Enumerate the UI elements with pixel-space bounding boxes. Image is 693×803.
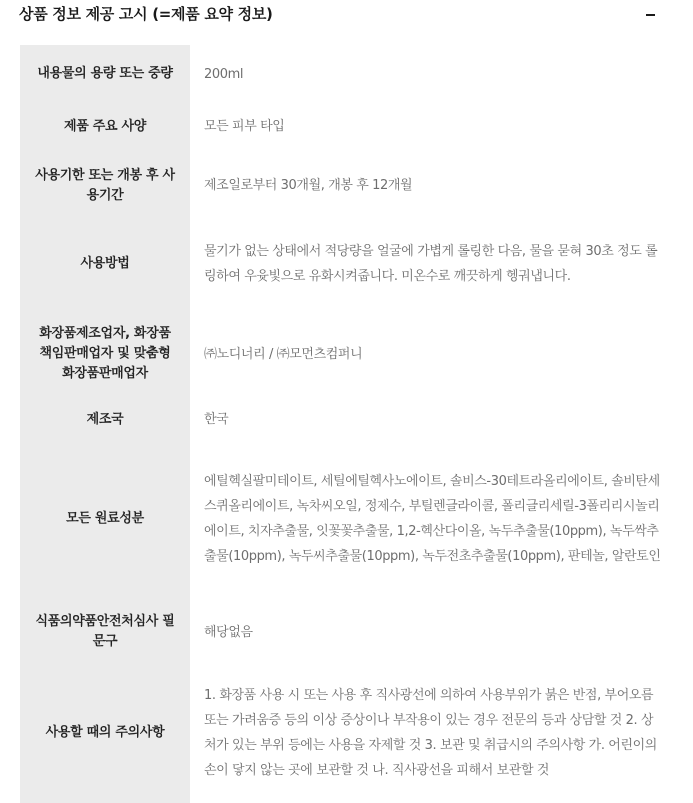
row-value: 에틸헥실팔미테이트, 세틸에틸헥사노에이트, 솔비스-30테트라올리에이트, 솔비탄세스퀴올리에이트, 녹차씨오일, 정제수, 부틸렌글라이콜, 폴리글리세릴-3폴리리시놀리에이트, 치자추출물, 잇꽃꽃추출물, 1,2-헥산다이올, 녹두추출물(10ppm), 녹두싹추출물(10ppm), 녹두씨추출물(10ppm), 녹두전초추출물(10ppm), 판테놀, 알란토인 bbox=[190, 437, 672, 601]
minus-icon[interactable] bbox=[643, 8, 659, 22]
row-label: 사용할 때의 주의사항 bbox=[20, 663, 190, 803]
row-value: 200ml bbox=[190, 45, 672, 103]
row-label: 제품 주요 사양 bbox=[20, 103, 190, 150]
row-label: 화장품제조업자, 화장품책임판매업자 및 맞춤형 화장품판매업자 bbox=[20, 306, 190, 402]
row-value: 모든 피부 타입 bbox=[190, 103, 672, 150]
table-row bbox=[20, 150, 672, 221]
row-value: ㈜노디너리 / ㈜모먼츠컴퍼니 bbox=[190, 306, 672, 402]
product-info-table bbox=[20, 45, 672, 803]
table-row bbox=[20, 221, 672, 306]
table-row bbox=[20, 103, 672, 150]
table-row bbox=[20, 306, 672, 402]
row-value: 제조일로부터 30개월, 개봉 후 12개월 bbox=[190, 150, 672, 221]
row-value: 한국 bbox=[190, 402, 672, 437]
row-label: 식품의약품안전처심사 필 문구 bbox=[20, 601, 190, 663]
table-row bbox=[20, 437, 672, 601]
row-value: 해당없음 bbox=[190, 601, 672, 663]
section-header[interactable] bbox=[0, 0, 693, 29]
row-value: 1. 화장품 사용 시 또는 사용 후 직사광선에 의하여 사용부위가 붉은 반점, 부어오름 또는 가려움증 등의 이상 증상이나 부작용이 있는 경우 전문의 등과 상담할 것 2. 상처가 있는 부위 등에는 사용을 자제할 것 3. 보관 및 취급시의 주의사항 가. 어린이의 손이 닿지 않는 곳에 보관할 것 나. 직사광선을 피해서 보관할 것 bbox=[190, 663, 672, 803]
table-row bbox=[20, 45, 672, 103]
table-row bbox=[20, 663, 672, 803]
table-row bbox=[20, 402, 672, 437]
table-row bbox=[20, 601, 672, 663]
section-title: 상품 정보 제공 고시 (=제품 요약 정보) bbox=[19, 5, 273, 23]
row-value: 물기가 없는 상태에서 적당량을 얼굴에 가볍게 롤링한 다음, 물을 묻혀 30초 정도 롤링하여 우윳빛으로 유화시켜줍니다. 미온수로 깨끗하게 헹궈냅니다. bbox=[190, 221, 672, 306]
row-label: 사용기한 또는 개봉 후 사용기간 bbox=[20, 150, 190, 221]
row-label: 모든 원료성분 bbox=[20, 437, 190, 601]
row-label: 사용방법 bbox=[20, 221, 190, 306]
row-label: 내용물의 용량 또는 중량 bbox=[20, 45, 190, 103]
row-label: 제조국 bbox=[20, 402, 190, 437]
